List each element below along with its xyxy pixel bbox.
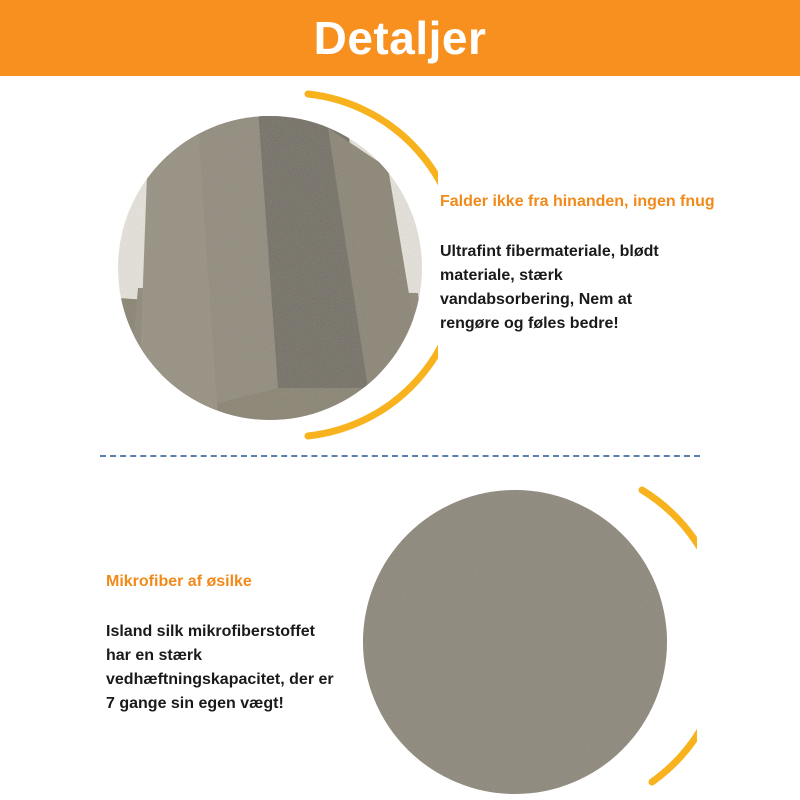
- section2-body: [106, 620, 334, 716]
- section2-body-line: Island silk mikrofiberstoffet: [106, 623, 315, 640]
- section2-body-line: 7 gange sin egen vægt!: [106, 695, 284, 712]
- section1-body-line: Ultrafint fibermateriale, blødt: [440, 243, 659, 260]
- felt-texture-photo: [352, 482, 697, 800]
- section2-body-line: har en stærk: [106, 647, 203, 664]
- section1-body: [440, 240, 659, 336]
- section1-body-line: rengøre og føles bedre!: [440, 315, 619, 332]
- section2-body-line: vedhæftningskapacitet, der er: [106, 671, 334, 688]
- felt-texture-photo-svg: [352, 482, 697, 800]
- section2-heading: Mikrofiber af øsilke: [106, 573, 252, 590]
- header-banner: [0, 0, 800, 76]
- section1-body-line: vandabsorbering, Nem at: [440, 291, 633, 308]
- section-divider: [100, 455, 700, 457]
- folded-felt-photo-svg: [118, 88, 438, 440]
- section1-body-line: materiale, stærk: [440, 267, 563, 284]
- banner-title: Detaljer: [313, 12, 487, 64]
- folded-felt-photo: [118, 88, 438, 440]
- section1-heading: Falder ikke fra hinanden, ingen fnug: [440, 193, 715, 210]
